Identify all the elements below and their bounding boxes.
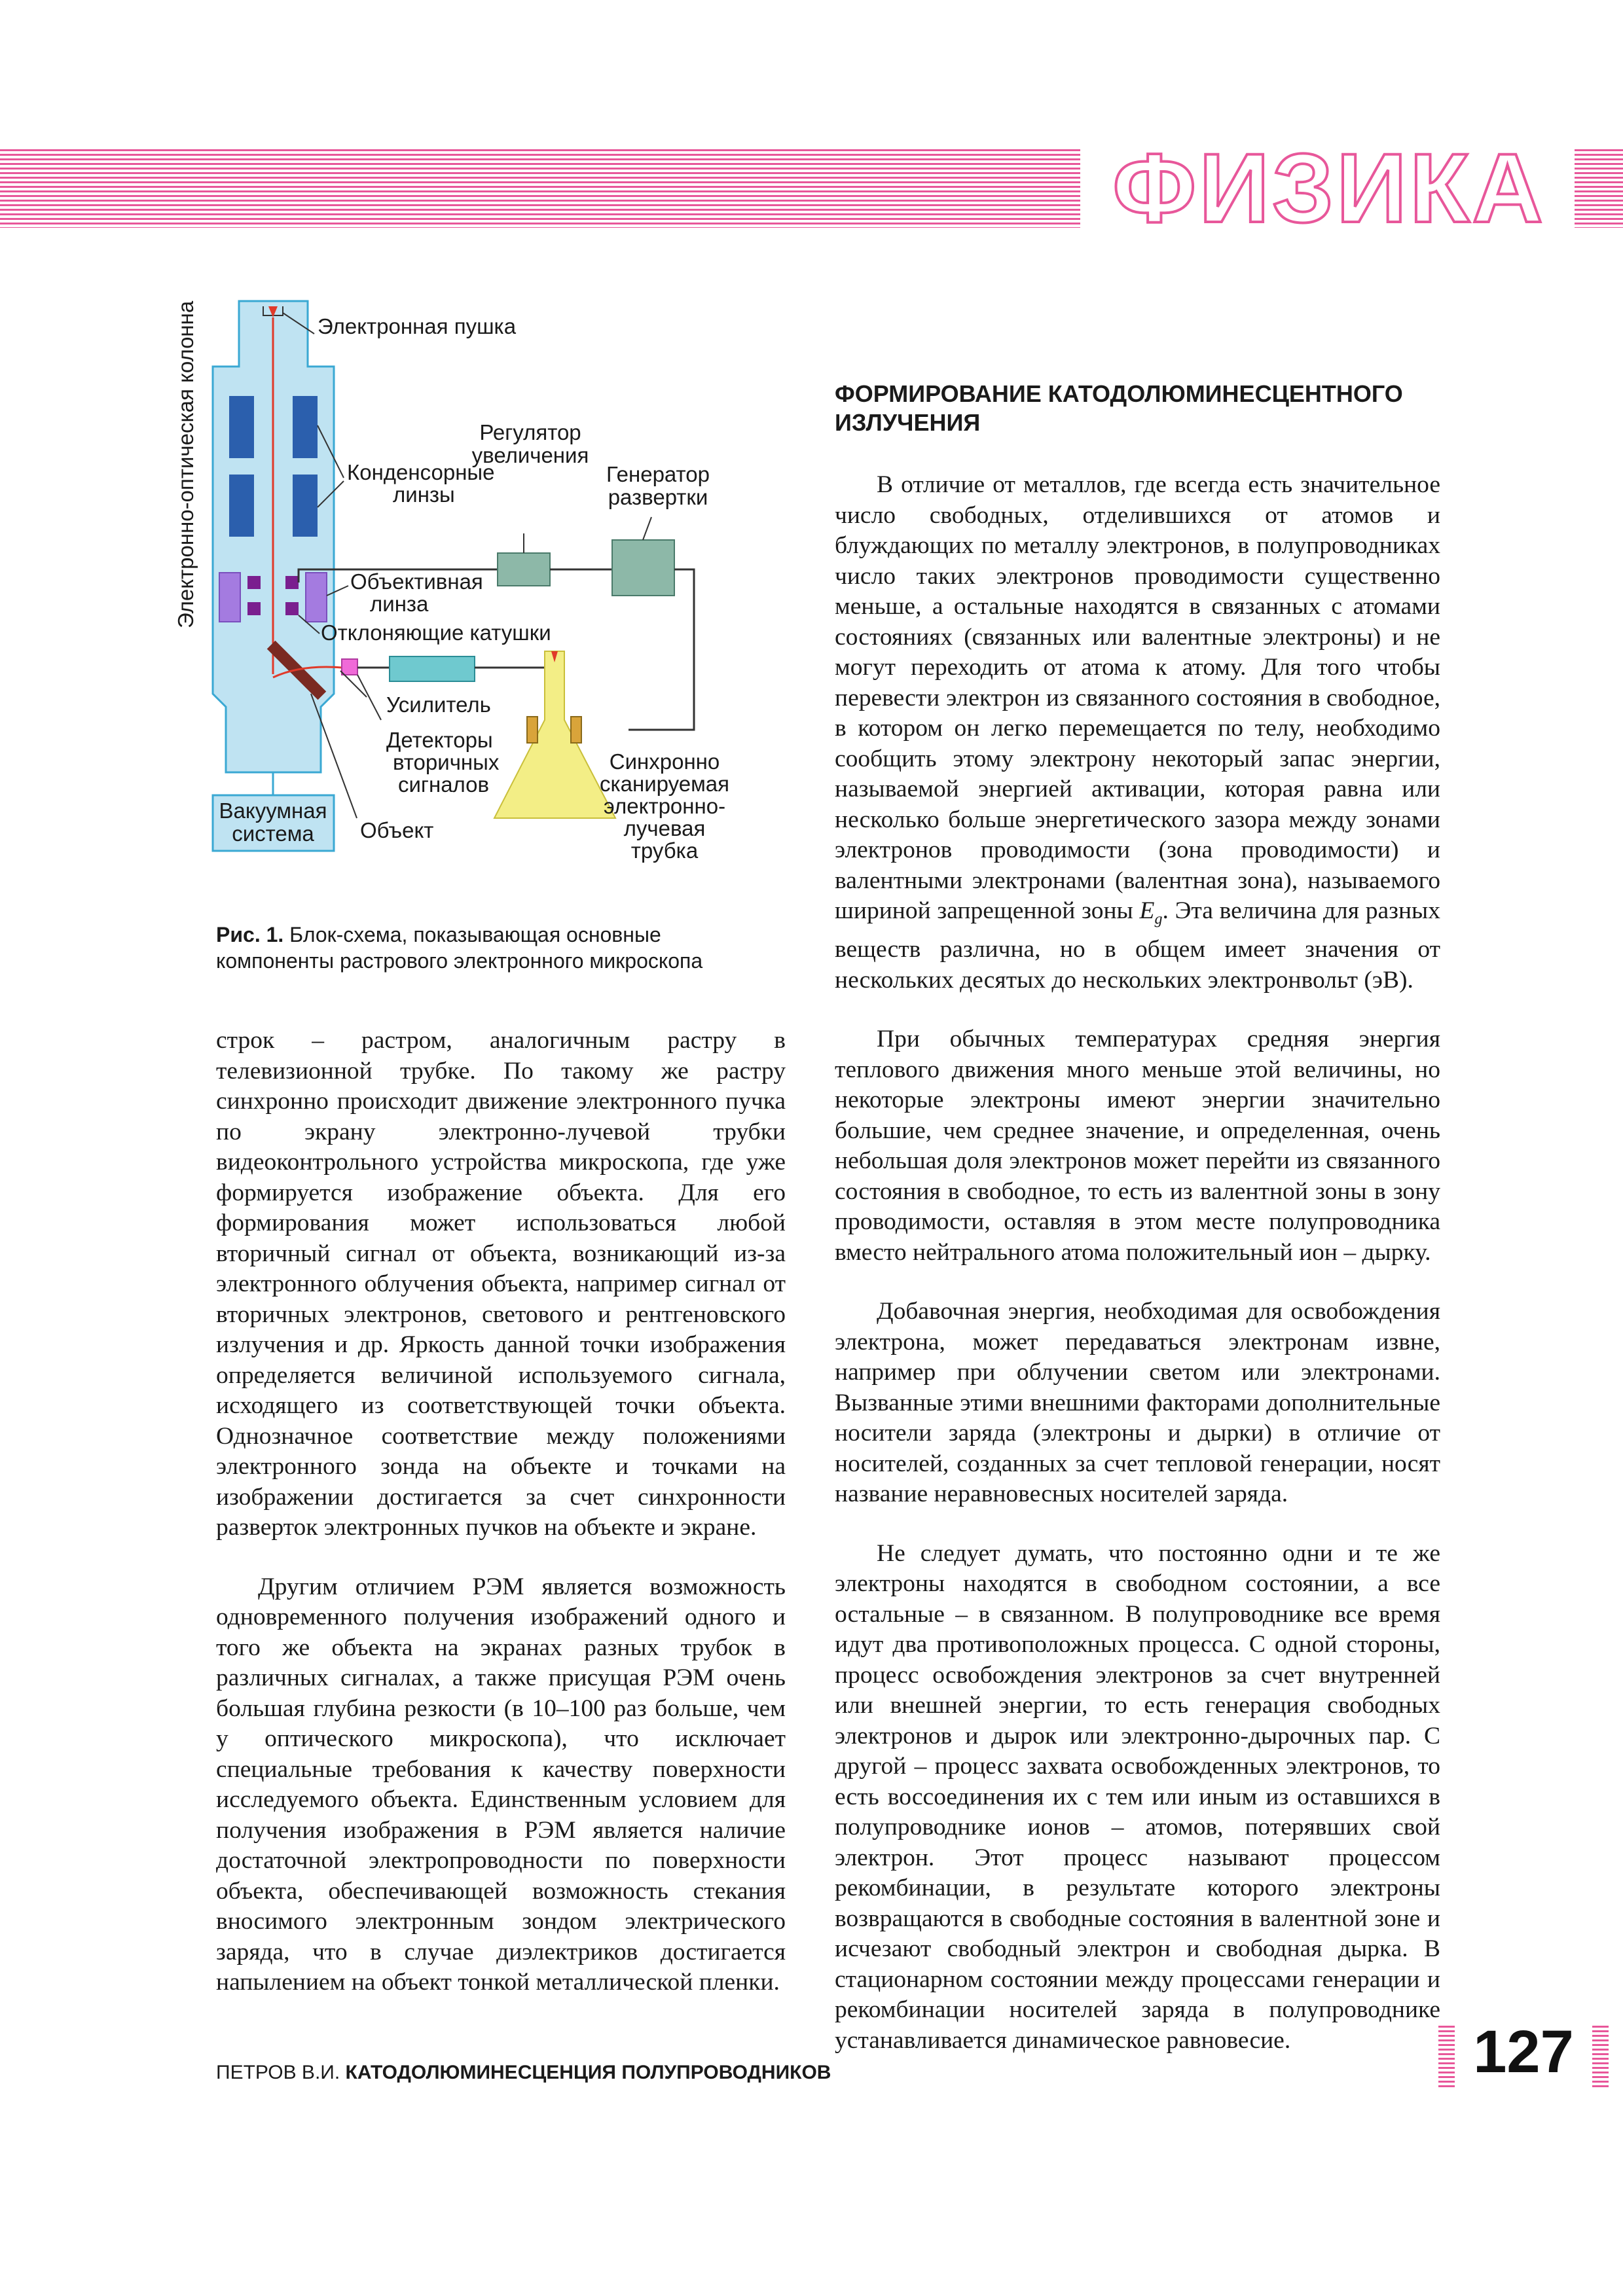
right-paragraph-2: При обычных температурах средняя энергия теплового движения много меньше этой величины, но некоторые электроны имеют энергии значительно большие, чем среднее значение, и определенная, очень небольшая доля электронов может перейти из связанного состояния в свободное, то есть из валентной зоны в зону проводимости, оставляя в этом месте полупроводника вместо нейтрального атома положительный ион – дырку.: [835, 1026, 1440, 1266]
figure-caption-text: Блок-схема, показывающая основные компоненты растрового электронного микроскопа: [216, 923, 703, 973]
label-column: Электронно-оптическая колонна: [173, 300, 198, 628]
scan-generator: [612, 540, 674, 596]
right-paragraph-1: [835, 470, 1440, 996]
amplifier: [390, 656, 475, 681]
deflection-coil: [285, 602, 299, 615]
section-title: ФИЗИКА: [1112, 133, 1546, 243]
label-condenser-1: Конденсорные: [347, 460, 495, 484]
condenser-lens: [229, 475, 254, 537]
label-regulator-1: Регулятор: [479, 420, 581, 444]
footer-title: КАТОДОЛЮМИНЕСЦЕНЦИЯ ПОЛУПРОВОДНИКОВ: [345, 2062, 831, 2083]
footer-author: ПЕТРОВ В.И.: [216, 2062, 346, 2083]
deflection-coil: [285, 576, 299, 589]
label-objective-1: Объективная: [350, 569, 483, 594]
objective-lens: [306, 573, 327, 622]
section-heading: ФОРМИРОВАНИЕ КАТОДОЛЮМИНЕСЦЕНТНОГО ИЗЛУЧЕНИЯ: [835, 380, 1403, 436]
label-coils: Отклоняющие катушки: [321, 620, 551, 645]
label-vacuum-1: Вакуумная: [219, 798, 327, 823]
energy-gap-symbol: E: [1139, 897, 1155, 924]
right-paragraph-1-end: . Эта величина для разных веществ различна, но в общем имеет значения от нескольких десятых до нескольких электронвольт (эВ).: [835, 897, 1440, 994]
label-regulator-2: увеличения: [471, 443, 589, 467]
deflection-coil: [247, 576, 261, 589]
left-column: [216, 1026, 786, 1998]
label-generator-2: развертки: [608, 485, 708, 509]
label-crt-2: сканируемая: [599, 772, 730, 796]
header-stripe-band-right: [1575, 149, 1623, 228]
condenser-lens: [229, 396, 254, 458]
label-detectors-1: Детекторы: [386, 728, 493, 752]
label-detectors-3: сигналов: [398, 772, 490, 797]
right-paragraph-3: Добавочная энергия, необходимая для освобождения электрона, может передаваться электронам извне, например при облучении светом или электронами. Вызванные этими внешними факторами дополнительные носители заряда (электроны и дырки) в отличие от носителей, созданных за счет тепловой генерации, носят название неравновесных носителей заряда.: [835, 1298, 1440, 1507]
right-paragraph-4: Не следует думать, что постоянно одни и те же электроны находятся в свободном состоянии, а все остальные – в связанном. В полупроводнике все время идут два противоположных процесса. С одной стороны, процесс освобождения электронов за счет внутренней или внешней энергии, то есть генерация свободных электронов и дырок или электронно-дырочных пар. С другой – процесс захвата освобожденных электронов, то есть воссоединения их с тем или иным из оставшихся в полупроводнике ионов – атомов, потерявших свой электрон. Этот процесс называют процессом рекомбинации, в результате которого электроны возвращаются в свободные состояния в валентной зоне и исчезают свободный электрон и свободная дырка. В стационарном состоянии между процессами генерации и рекомбинации носителей заряда в полупроводнике устанавливается динамическое равновесие.: [835, 1539, 1440, 2054]
running-footer: [216, 2062, 831, 2084]
crt-coil: [571, 717, 581, 743]
label-condenser-2: линзы: [393, 482, 455, 507]
condenser-lens: [293, 396, 318, 458]
right-paragraph-1-text: В отличие от металлов, где всегда есть значительное число свободных, отделившихся от атомов и блуждающих по металлу электронов, в полупроводниках число таких электронов проводимости существенно меньше, а остальные находятся в связанных с атомами состояниях (связанных или валентные электроны) и не могут переходить от атома к атому. Для того чтобы перевести электрон из связанного состояния в свободное, в котором он легко перемещается по телу, необходимо сообщить этому электрону некоторый запас энергии, называемой энергией активации, которая равна или несколько больше энергетического зазора между зонами электронов проводимости (зона проводимости) и валентными электронами (валентная зона), называемого шириной запрещенной зоны: [835, 471, 1440, 924]
crt-coil: [527, 717, 538, 743]
condenser-lens: [293, 475, 318, 537]
label-crt-1: Синхронно: [609, 749, 720, 774]
sem-block-diagram: [170, 288, 799, 877]
page-number: 127: [1455, 2016, 1592, 2088]
crt-tube: [494, 651, 615, 818]
left-paragraph-1: строк – растром, аналогичным растру в телевизионной трубке. По такому же растру синхронно происходит движение электронного пучка по экрану электронно-лучевой трубки видеоконтрольного устройства микроскопа, где уже формируется изображение объекта. Для его формирования может использоваться любой вторичный сигнал от объекта, возникающий из-за электронного облучения объекта, например сигнал от вторичных электронов, светового и рентгеновского излучения и др. Яркость данной точки изображения определяется величиной используемого сигнала, исходящего из соответствующей точки объекта. Однозначное соответствие между положениями электронного зонда на объекте и точками на изображении достигается за счет синхронности разверток электронных пучков на объекте и экране.: [216, 1027, 786, 1541]
right-column: [835, 380, 1440, 2056]
header-stripe-band: [0, 149, 1080, 228]
label-objective-2: линза: [370, 592, 429, 616]
label-detectors-2: вторичных: [393, 750, 500, 774]
label-crt-3: электронно-: [603, 794, 726, 818]
magnification-regulator: [498, 553, 550, 586]
energy-gap-subscript: g: [1154, 910, 1163, 928]
label-vacuum-2: система: [232, 821, 314, 846]
label-gun: Электронная пушка: [318, 314, 517, 338]
figure-caption-label: Рис. 1.: [216, 923, 284, 946]
deflection-coil: [247, 602, 261, 615]
label-generator-1: Генератор: [606, 462, 710, 486]
label-amplifier: Усилитель: [386, 692, 491, 717]
amplifier-to-crt-line: [475, 658, 553, 668]
figure-caption: [216, 922, 766, 974]
label-crt-5: трубка: [630, 838, 699, 863]
objective-lens: [219, 573, 240, 622]
secondary-detector: [342, 659, 357, 675]
label-crt-4: лучевая: [623, 816, 706, 840]
label-object: Объект: [360, 818, 434, 842]
left-paragraph-2: Другим отличием РЭМ является возможность одновременного получения изображений одного и того же объекта на экранах разных трубок в различных сигналах, а также присущая РЭМ очень большая глубина резкости (в 10–100 раз больше, чем у оптического микроскопа), что исключает специальные требования к качеству поверхности исследуемого объекта. Единственным условием для получения изображения в РЭМ является наличие достаточной электропроводности по поверхности объекта, обеспечивающей возможность стекания вносимого электронным зондом электрического заряда, что в случае диэлектриков достигается напылением на объект тонкой металлической пленки.: [216, 1573, 786, 1996]
